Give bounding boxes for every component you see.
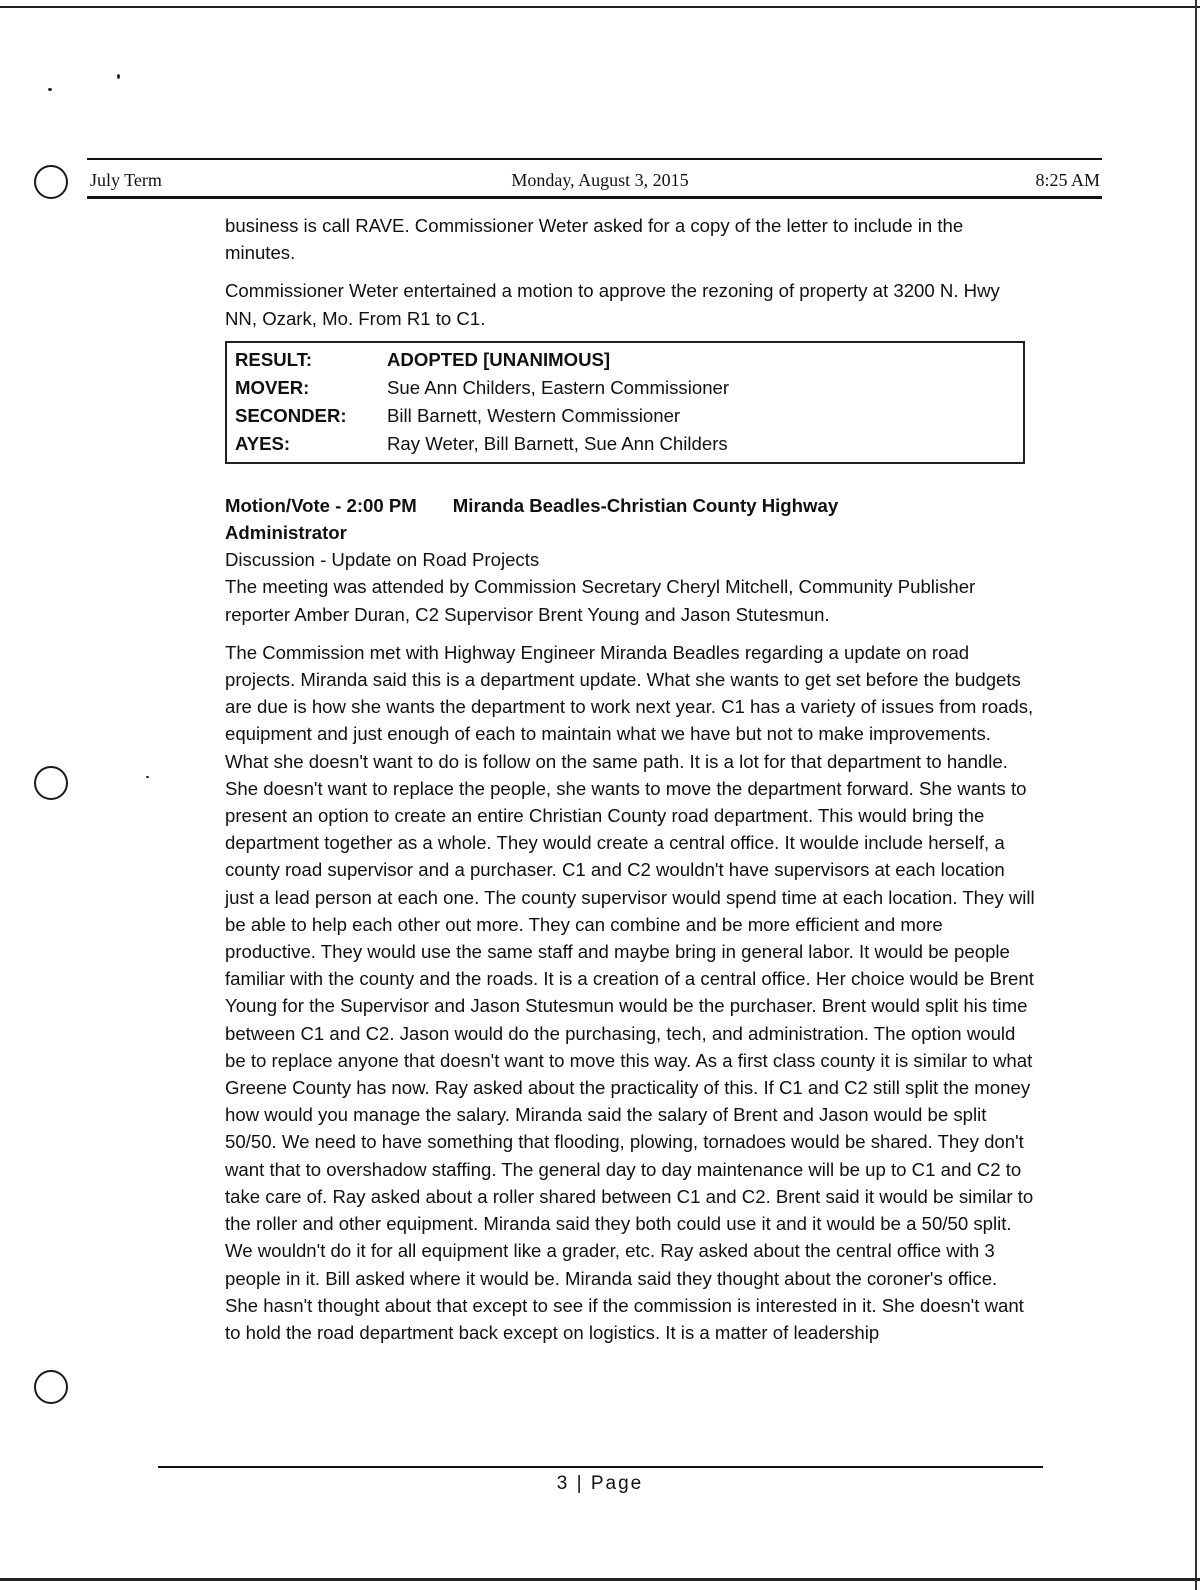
discussion-body: The Commission met with Highway Engineer Miranda Beadles regarding a update on road projects. Miranda said this is a department update. What she wants to get set before the budgets are due is how she wants the department to work next year. C1 has a variety of issues from roads, equipment and just enough of each to maintain what we have but not to make improvements. What she doesn't want to do is follow on the same path. It is a lot for that department to handle. She doesn't want to replace the people, she wants to move the department forward. She wants to present an option to create an entire Christian County road department. This would bring the department together as a whole. They would create a central office. It woulde include herself, a county road supervisor and a purchaser. C1 and C2 wouldn't have supervisors at each location just a lead person at each one. The county supervisor would spend time at each location. They will be able to help each other out more. They can combine and be more efficient and more productive. They would use the same staff and maybe bring in general labor. It would be people familiar with the county and the roads. It is a creation of a central office. Her choice would be Brent Young for the Supervisor and Jason Stutesmun would be the purchaser. Brent would split his time between C1 and C2. Jason would do the purchasing, tech, and administration. The option would be to replace anyone that doesn't want to move this way. As a first class county it is similar to what Greene County has now. Ray asked about the practicality of this. If C1 and C2 still split the money how would you manage the salary. Miranda said the salary of Brent and Jason would be split 50/50. We need to have something that flooding, plowing, tornadoes would be shared. They don't want that to overshadow staffing. The general day to day maintenance will be up to C1 and C2 to take care of. Ray asked about a roller shared between C1 and C2. Brent said it would be similar to the roller and other equipment. Miranda said they both could use it and it would be a 50/50 split. We wouldn't do it for all equipment like a grader, etc. Ray asked about the central office with 3 people in it. Bill asked where it would be. Miranda said they thought about the coroner's office. She hasn't thought about that except to see if the commission is interested in it. She doesn't want to hold the road department back except on logistics. It is a matter of leadership: [225, 641, 1035, 1343]
motion-paragraph: Commissioner Weter entertained a motion to approve the rezoning of property at 3200 N. Hwy NN, Ozark, Mo. From R1 to C1.: [225, 280, 1000, 329]
header-date: Monday, August 3, 2015: [511, 170, 689, 190]
vote-result-table: [225, 341, 1025, 464]
header-time: 8:25 AM: [1035, 170, 1100, 190]
agenda-title: Miranda Beadles-Christian County Highway: [452, 494, 839, 516]
vote-value: ADOPTED [UNANIMOUS]: [387, 349, 611, 371]
footer-rule: [158, 1466, 1043, 1468]
vote-value: Sue Ann Childers, Eastern Commissioner: [387, 377, 730, 399]
header-rule: [87, 158, 1102, 160]
vote-label: RESULT:: [235, 349, 313, 371]
attendance-paragraph: The meeting was attended by Commission Secretary Cheryl Mitchell, Community Publisher reporter Amber Duran, C2 Supervisor Brent Young and Jason Stutesmun.: [225, 576, 976, 625]
vote-row-ayes: [235, 430, 1023, 458]
scan-edge-bottom: [0, 1578, 1200, 1581]
scan-speck: [117, 74, 120, 79]
header-rule: [87, 196, 1102, 199]
header-term: July Term: [90, 170, 162, 190]
vote-value: Ray Weter, Bill Barnett, Sue Ann Childers: [387, 433, 728, 455]
vote-label: AYES:: [235, 433, 291, 455]
scan-speck: [146, 776, 149, 778]
agenda-item-heading: [225, 492, 1035, 519]
scan-edge-right: [1195, 0, 1197, 1590]
vote-value: Bill Barnett, Western Commissioner: [387, 405, 681, 427]
discussion-line: Discussion - Update on Road Projects: [225, 549, 540, 571]
vote-row-result: [235, 346, 1023, 374]
binder-hole-middle: [34, 766, 68, 800]
vote-label: SECONDER:: [235, 405, 347, 427]
scan-edge-top: [0, 6, 1200, 8]
page-number: 3 | Page: [556, 1473, 644, 1494]
minutes-body: [225, 212, 1035, 1346]
vote-row-mover: [235, 374, 1023, 402]
vote-label: MOVER:: [235, 377, 310, 399]
vote-row-seconder: [235, 402, 1023, 430]
binder-hole-bottom: [34, 1370, 68, 1404]
motion-time: Motion/Vote - 2:00 PM: [225, 494, 417, 516]
intro-paragraph: business is call RAVE. Commissioner Weter asked for a copy of the letter to include in the minutes.: [225, 215, 964, 264]
scan-speck: [48, 88, 52, 91]
agenda-title-continued: Administrator: [225, 522, 347, 544]
